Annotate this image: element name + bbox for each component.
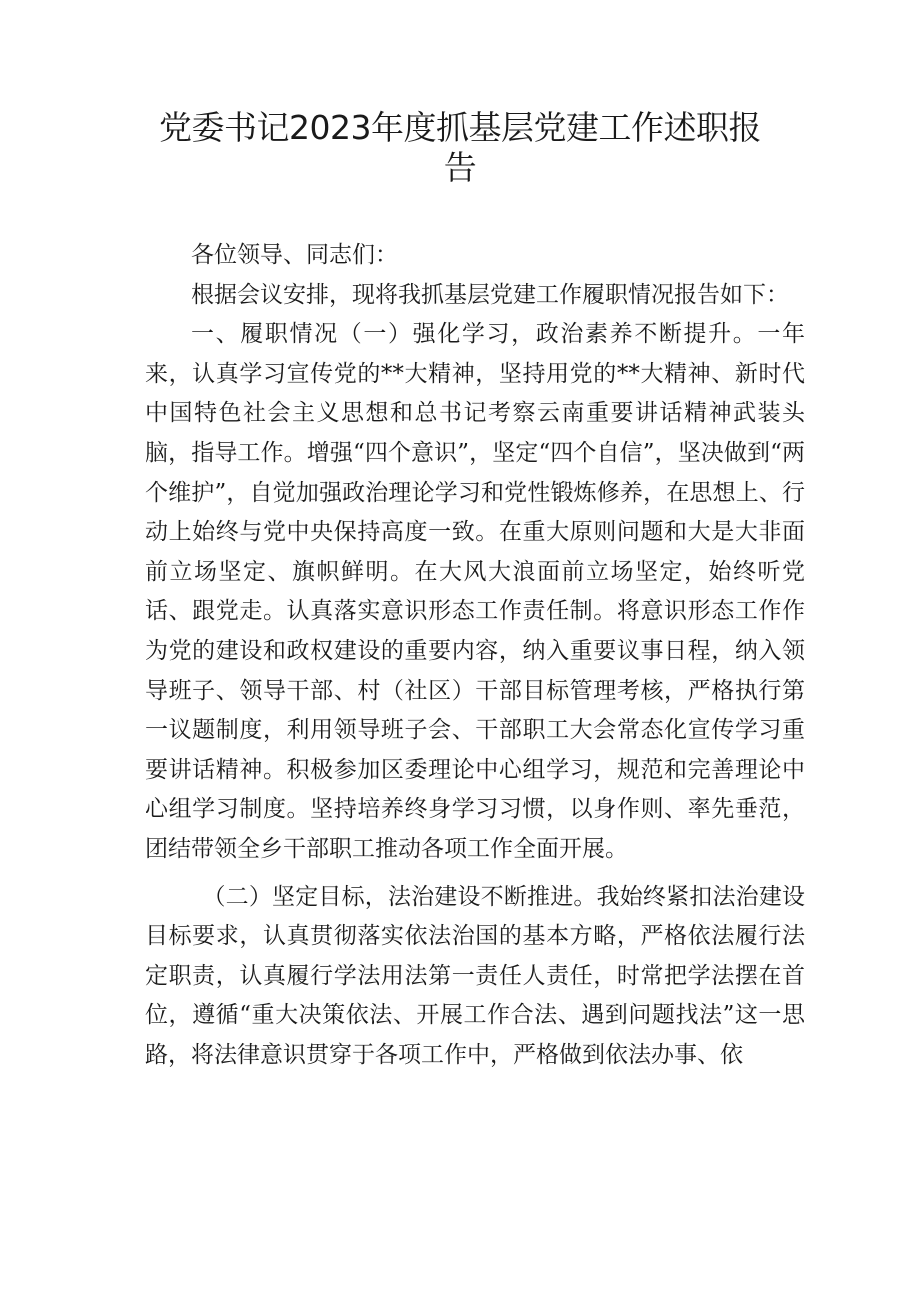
- document-body: [145, 236, 805, 1075]
- paragraph-2: （二）坚定目标，法治建设不断推进。我始终紧扣法治建设目标要求，认真贯彻落实依法治国的基本方略，严格依法履行法定职责，认真履行学法用法第一责任人责任，时常把学法摆在首位，遵循“重大决策依法、开展工作合法、遇到问题找法”这一思路，将法律意识贯穿于各项工作中，严格做到依法办事、依: [145, 883, 805, 1068]
- paragraph-1: 一、履职情况（一）强化学习，政治素养不断提升。一年来，认真学习宣传党的**大精神，坚持用党的**大精神、新时代中国特色社会主义思想和总书记考察云南重要讲话精神武装头脑，指导工作。增强“四个意识”，坚定“四个自信”，坚决做到“两个维护”，自觉加强政治理论学习和党性锻炼修养，在思想上、行动上始终与党中央保持高度一致。在重大原则问题和大是大非面前立场坚定、旗帜鲜明。在大风大浪面前立场坚定，始终听党话、跟党走。认真落实意识形态工作责任制。将意识形态工作作为党的建设和政权建设的重要内容，纳入重要议事日程，纳入领导班子、领导干部、村（社区）干部目标管理考核，严格执行第一议题制度，利用领导班子会、干部职工大会常态化宣传学习重要讲话精神。积极参加区委理论中心组学习，规范和完善理论中心组学习制度。坚持培养终身学习习惯，以身作则、率先垂范，团结带领全乡干部职工推动各项工作全面开展。: [145, 321, 805, 862]
- title-line-1: 党委书记2023年度抓基层党建工作述职报: [159, 108, 761, 147]
- intro-paragraph: 根据会议安排，现将我抓基层党建工作履职情况报告如下：: [191, 281, 789, 308]
- document-title: [140, 108, 780, 188]
- greeting: 各位领导、同志们：: [191, 242, 398, 268]
- title-line-2: 告: [443, 148, 477, 187]
